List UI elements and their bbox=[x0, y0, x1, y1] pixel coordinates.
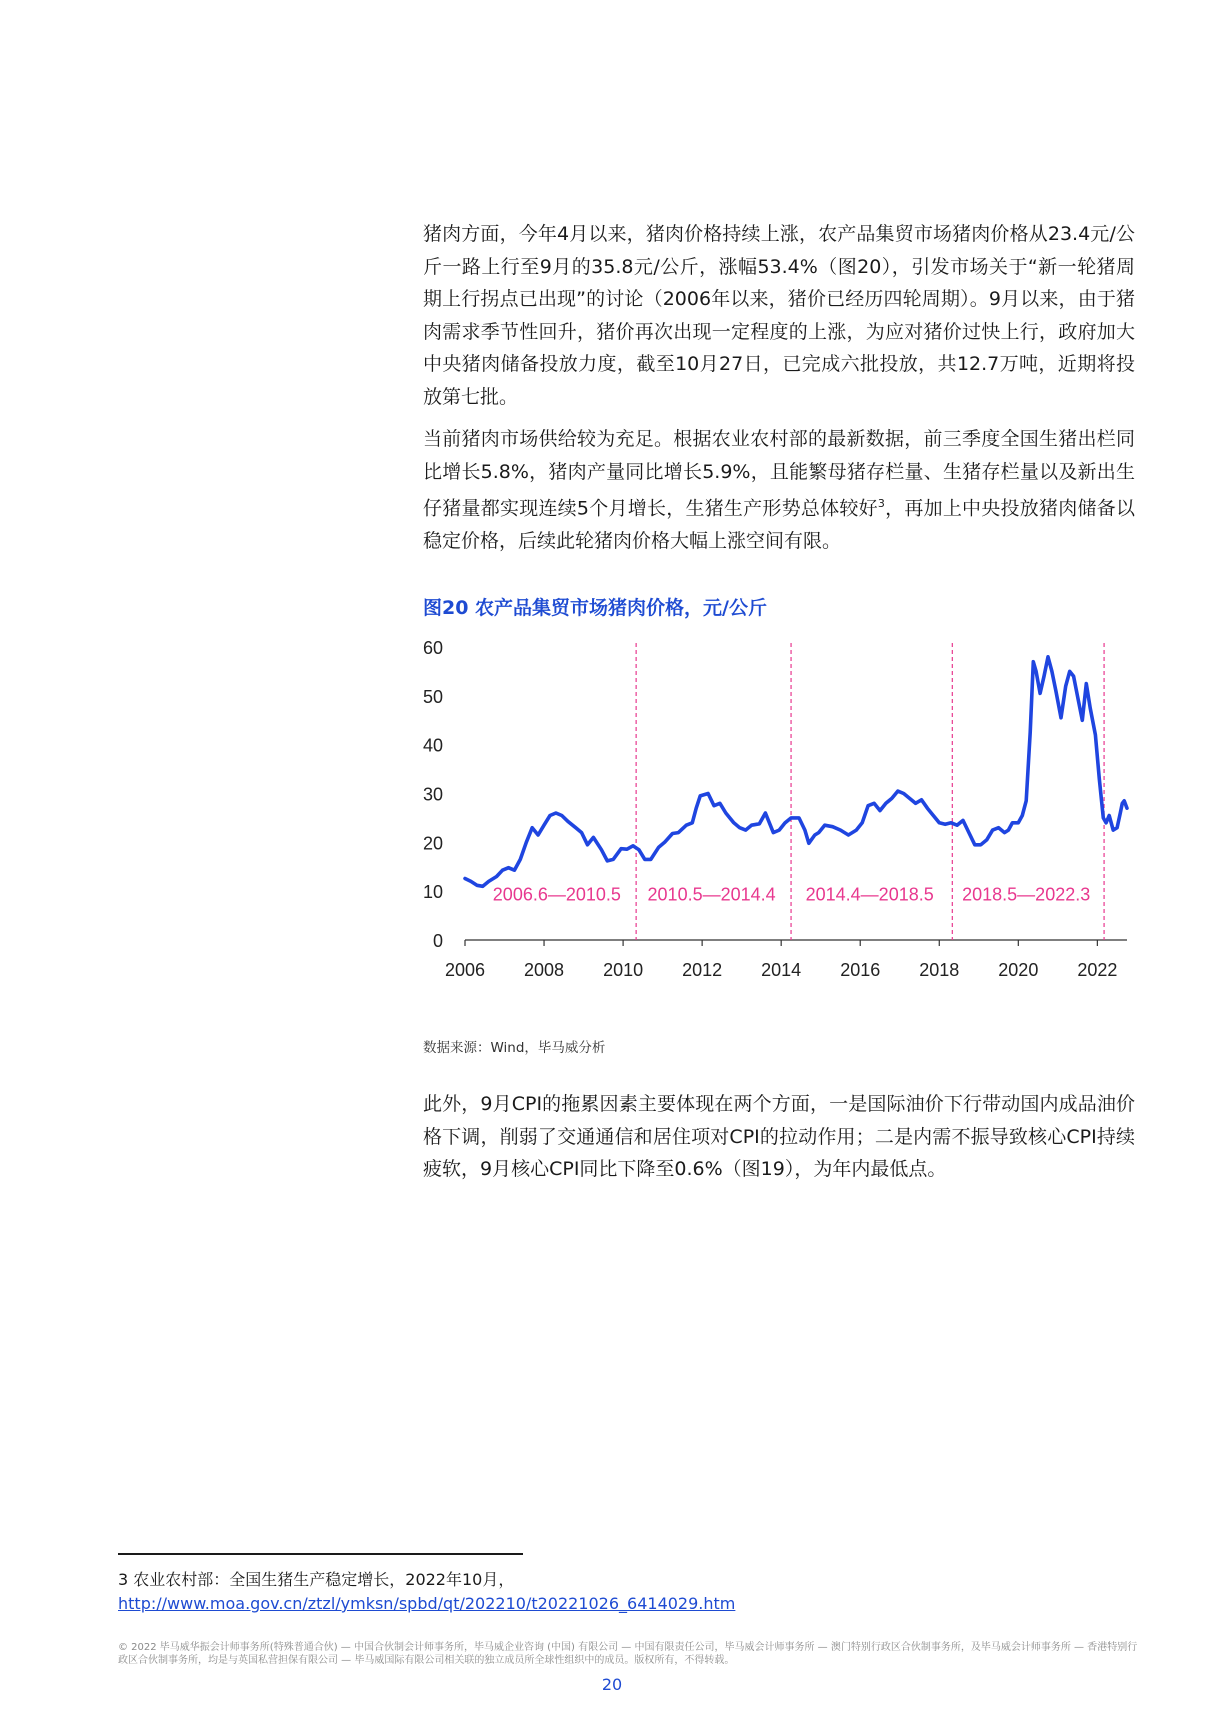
paragraph-pork-supply-part1: 当前猪肉市场供给较为充足。根据农业农村部的最新数据，前三季度全国生猪出栏同比增长5.8%，猪肉产量同比增长5.9%，且能繁母猪存栏量、生猪存栏量以及新出生仔猪量都实现连续5个月增长，生猪生产形势总体较好 bbox=[423, 428, 1135, 520]
paragraph-pork-prices: 猪肉方面，今年4月以来，猪肉价格持续上涨，农产品集贸市场猪肉价格从23.4元/公斤一路上行至9月的35.8元/公斤，涨幅53.4%（图20），引发市场关于“新一轮猪周期上行拐点已出现”的讨论（2006年以来，猪价已经历四轮周期）。9月以来，由于猪肉需求季节性回升，猪价再次出现一定程度的上涨，为应对猪价过快上行，政府加大中央猪肉储备投放力度，截至10月27日，已完成六批投放，共12.7万吨，近期将投放第七批。 bbox=[423, 223, 1135, 408]
x-tick-label: 2010 bbox=[603, 960, 644, 980]
y-tick-label: 20 bbox=[422, 833, 443, 854]
y-tick-label: 60 bbox=[422, 638, 443, 658]
y-tick-label: 40 bbox=[422, 735, 443, 756]
footnote-text: 3 农业农村部：全国生猪生产稳定增长，2022年10月， bbox=[118, 1570, 515, 1589]
figure-title: 图20 农产品集贸市场猪肉价格，元/公斤 bbox=[423, 597, 767, 619]
x-tick-label: 2012 bbox=[682, 960, 723, 980]
x-tick-label: 2014 bbox=[761, 960, 802, 980]
legal-notice: © 2022 毕马威华振会计师事务所(特殊普通合伙) — 中国合伙制会计师事务所，毕马威企业咨询 (中国) 有限公司 — 中国有限责任公司，毕马威会计师事务所 — 澳门特别行政区合伙制事务所，及毕马威会计师事务所 — 香港特别行政区合伙制事务所，均是与英国私营担保有限公司 — 毕马威国际有限公司相关联的独立成员所全球性组织中的成员。版权所有，不得转载。 bbox=[118, 1642, 1138, 1666]
y-tick-label: 50 bbox=[422, 686, 443, 707]
period-label: 2018.5—2022.3 bbox=[962, 884, 1091, 905]
period-label: 2010.5—2014.4 bbox=[647, 884, 776, 905]
y-tick-label: 10 bbox=[422, 882, 443, 903]
paragraph-pork-supply bbox=[423, 423, 1135, 557]
y-tick-label: 0 bbox=[432, 931, 443, 951]
x-tick-label: 2020 bbox=[998, 960, 1039, 980]
x-tick-label: 2008 bbox=[524, 960, 565, 980]
period-label: 2014.4—2018.5 bbox=[805, 884, 934, 905]
paragraph-pork-supply-part2: ，再加上中央投放猪肉储备以稳定价格，后续此轮猪肉价格大幅上涨空间有限。 bbox=[423, 497, 1135, 552]
period-label: 2006.6—2010.5 bbox=[492, 884, 621, 905]
pork-price-chart bbox=[405, 625, 1135, 995]
paragraph-cpi: 此外，9月CPI的拖累因素主要体现在两个方面，一是国际油价下行带动国内成品油价格下调，削弱了交通通信和居住项对CPI的拉动作用；二是内需不振导致核心CPI持续疲软，9月核心CPI同比下降至0.6%（图19），为年内最低点。 bbox=[423, 1093, 1135, 1180]
footnote-link[interactable]: http://www.moa.gov.cn/ztzl/ymksn/spbd/qt/202210/t20221026_6414029.htm bbox=[118, 1594, 736, 1613]
footnote bbox=[118, 1568, 735, 1616]
x-tick-label: 2018 bbox=[919, 960, 960, 980]
x-tick-label: 2022 bbox=[1077, 960, 1118, 980]
footnote-ref[interactable]: 3 bbox=[877, 497, 885, 510]
figure-source: 数据来源：Wind，毕马威分析 bbox=[423, 1040, 606, 1056]
page-number: 20 bbox=[601, 1675, 623, 1694]
x-tick-label: 2006 bbox=[444, 960, 486, 980]
x-tick-label: 2016 bbox=[840, 960, 881, 980]
y-tick-label: 30 bbox=[422, 784, 443, 805]
pork-price-line bbox=[465, 657, 1127, 887]
footnote-divider bbox=[118, 1553, 523, 1555]
